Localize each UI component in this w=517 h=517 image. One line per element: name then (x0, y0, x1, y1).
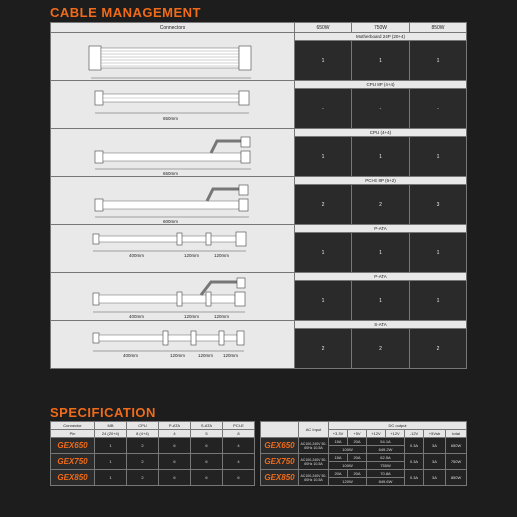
table-cell: 15A (329, 438, 348, 446)
table-cell: 850W (446, 470, 467, 486)
header-connector: Connector (51, 422, 95, 430)
col-850w: 850W (410, 23, 467, 33)
header-blank (261, 422, 299, 438)
col-750w: 750W (352, 23, 410, 33)
header-12v2: +12V (386, 430, 405, 438)
ac-input: AC100-240V 50-60Hz 10-5A (299, 470, 329, 486)
table-cell: 15A (329, 454, 348, 462)
row-name: S-ATA (295, 321, 467, 329)
svg-text:120mm: 120mm (214, 253, 230, 258)
value-750: 2 (352, 329, 410, 369)
table-cell: 649.2W (367, 446, 405, 454)
table-cell: 20A (348, 470, 367, 478)
ac-input: AC100-240V 50-60Hz 10-5A (299, 454, 329, 470)
model-name: GEX750 (261, 454, 299, 470)
table-cell: 750W (367, 462, 405, 470)
col-650w: 650W (295, 23, 352, 33)
header-pata: P-ATA (159, 422, 191, 430)
svg-text:120mm: 120mm (223, 353, 239, 358)
row-name: P-ATA (295, 273, 467, 281)
spec-output-table (260, 421, 467, 486)
row-name: Motherboard 24P (20+4) (295, 33, 467, 41)
cpu8-cable-icon (51, 81, 295, 127)
table-cell: 120W (329, 478, 367, 486)
value-850: - (410, 89, 467, 129)
value-850: 1 (410, 281, 467, 321)
header-mb: MB (95, 422, 127, 430)
value-750: 1 (352, 41, 410, 81)
row-name: CPU (4+4) (295, 129, 467, 137)
cable-illustration-mb24 (51, 33, 295, 81)
table-cell: 1 (95, 438, 127, 454)
svg-text:400mm: 400mm (129, 314, 145, 319)
table-cell: 3A (424, 454, 446, 470)
svg-text:400mm: 400mm (123, 353, 139, 358)
cpu44-cable-icon (51, 129, 295, 179)
table-cell: 6 (159, 438, 191, 454)
svg-text:400mm: 400mm (129, 253, 145, 258)
svg-text:120mm: 120mm (184, 253, 200, 258)
header-ac-input: AC Input (299, 422, 329, 438)
sata-cable-icon (51, 321, 295, 363)
table-cell: 6 (191, 454, 223, 470)
table-cell: 100W (329, 462, 367, 470)
value-850: 1 (410, 137, 467, 177)
table-cell: 750W (446, 454, 467, 470)
svg-text:650mm: 650mm (163, 116, 179, 121)
model-name: GEX750 (51, 454, 95, 470)
col-connectors: Connectors (51, 23, 295, 33)
cable-illustration-sata (51, 321, 295, 369)
row-name: CPU 8P (4+4) (295, 81, 467, 89)
value-650: 1 (295, 41, 352, 81)
row-name: P-ATA (295, 225, 467, 233)
pin-pata: 4 (159, 430, 191, 438)
header-5v: +5V (348, 430, 367, 438)
pin-mb: 24 (20+4) (95, 430, 127, 438)
value-850: 1 (410, 41, 467, 81)
header-pcie: PCI-E (223, 422, 255, 430)
pcie-cable-icon (51, 177, 295, 227)
model-name: GEX650 (261, 438, 299, 454)
cable-illustration-pata1 (51, 225, 295, 273)
cable-table (50, 22, 467, 369)
table-cell: 2 (127, 454, 159, 470)
table-cell: 6 (191, 470, 223, 486)
table-cell: 6 (159, 470, 191, 486)
spec-connector-table (50, 421, 255, 486)
svg-text:120mm: 120mm (184, 314, 200, 319)
value-750: 1 (352, 281, 410, 321)
value-750: 1 (352, 233, 410, 273)
header-cpu: CPU (127, 422, 159, 430)
value-750: 2 (352, 185, 410, 225)
header-dc-output: DC output (329, 422, 467, 430)
value-850: 2 (410, 329, 467, 369)
header-sata: S-ATA (191, 422, 223, 430)
table-cell: 6 (159, 454, 191, 470)
header-5vsb: +5Vsb (424, 430, 446, 438)
table-cell: 0.3A (405, 438, 424, 454)
value-650: 1 (295, 137, 352, 177)
pin-cpu: 8 (4+4) (127, 430, 159, 438)
cable-illustration-cpu44 (51, 129, 295, 177)
table-cell: 62.5A (367, 454, 405, 462)
specification-title: SPECIFICATION (50, 405, 156, 420)
value-650: 1 (295, 281, 352, 321)
value-650: 2 (295, 185, 352, 225)
svg-text:120mm: 120mm (170, 353, 186, 358)
table-cell: 2 (127, 470, 159, 486)
header-total: total (446, 430, 467, 438)
table-cell: 3A (424, 438, 446, 454)
svg-text:120mm: 120mm (214, 314, 230, 319)
table-cell: 20A (329, 470, 348, 478)
cable-illustration-pata2 (51, 273, 295, 321)
ac-input: AC100-240V 50-60Hz 10-5A (299, 438, 329, 454)
table-cell: 6 (223, 470, 255, 486)
table-cell: 849.6W (367, 478, 405, 486)
pin-sata: 5 (191, 430, 223, 438)
table-cell: 4 (223, 438, 255, 454)
value-650: - (295, 89, 352, 129)
table-cell: 54.1A (367, 438, 405, 446)
header-neg12v: -12V (405, 430, 424, 438)
row-name: PCI-E 8P (6+2) (295, 177, 467, 185)
table-cell: 6 (191, 438, 223, 454)
value-650: 2 (295, 329, 352, 369)
table-cell: 0.3A (405, 454, 424, 470)
model-name: GEX650 (51, 438, 95, 454)
value-650: 1 (295, 233, 352, 273)
value-750: 1 (352, 137, 410, 177)
pin-label: Pin (51, 430, 95, 438)
model-name: GEX850 (51, 470, 95, 486)
value-750: - (352, 89, 410, 129)
value-850: 1 (410, 233, 467, 273)
table-cell: 2 (127, 438, 159, 454)
table-cell: 20A (348, 438, 367, 446)
table-cell: 3A (424, 470, 446, 486)
pin-pcie: 8 (223, 430, 255, 438)
header-12v1: +12V (367, 430, 386, 438)
pata-cable-icon (51, 225, 295, 261)
table-cell: 70.8A (367, 470, 405, 478)
svg-text:650mm: 650mm (163, 171, 179, 176)
cable-management-title: CABLE MANAGEMENT (50, 5, 201, 20)
pata-floppy-cable-icon (51, 273, 295, 323)
table-cell: 1 (95, 454, 127, 470)
svg-text:120mm: 120mm (198, 353, 214, 358)
table-cell: 100W (329, 446, 367, 454)
table-cell: 0.3A (405, 470, 424, 486)
header-3v3: +3.3V (329, 430, 348, 438)
cable-illustration-pcie (51, 177, 295, 225)
table-cell: 650W (446, 438, 467, 454)
table-cell: 20A (348, 454, 367, 462)
cable-illustration-cpu8 (51, 81, 295, 129)
value-850: 3 (410, 185, 467, 225)
model-name: GEX850 (261, 470, 299, 486)
svg-text:600mm: 600mm (163, 219, 179, 224)
table-cell: 4 (223, 454, 255, 470)
table-cell: 1 (95, 470, 127, 486)
